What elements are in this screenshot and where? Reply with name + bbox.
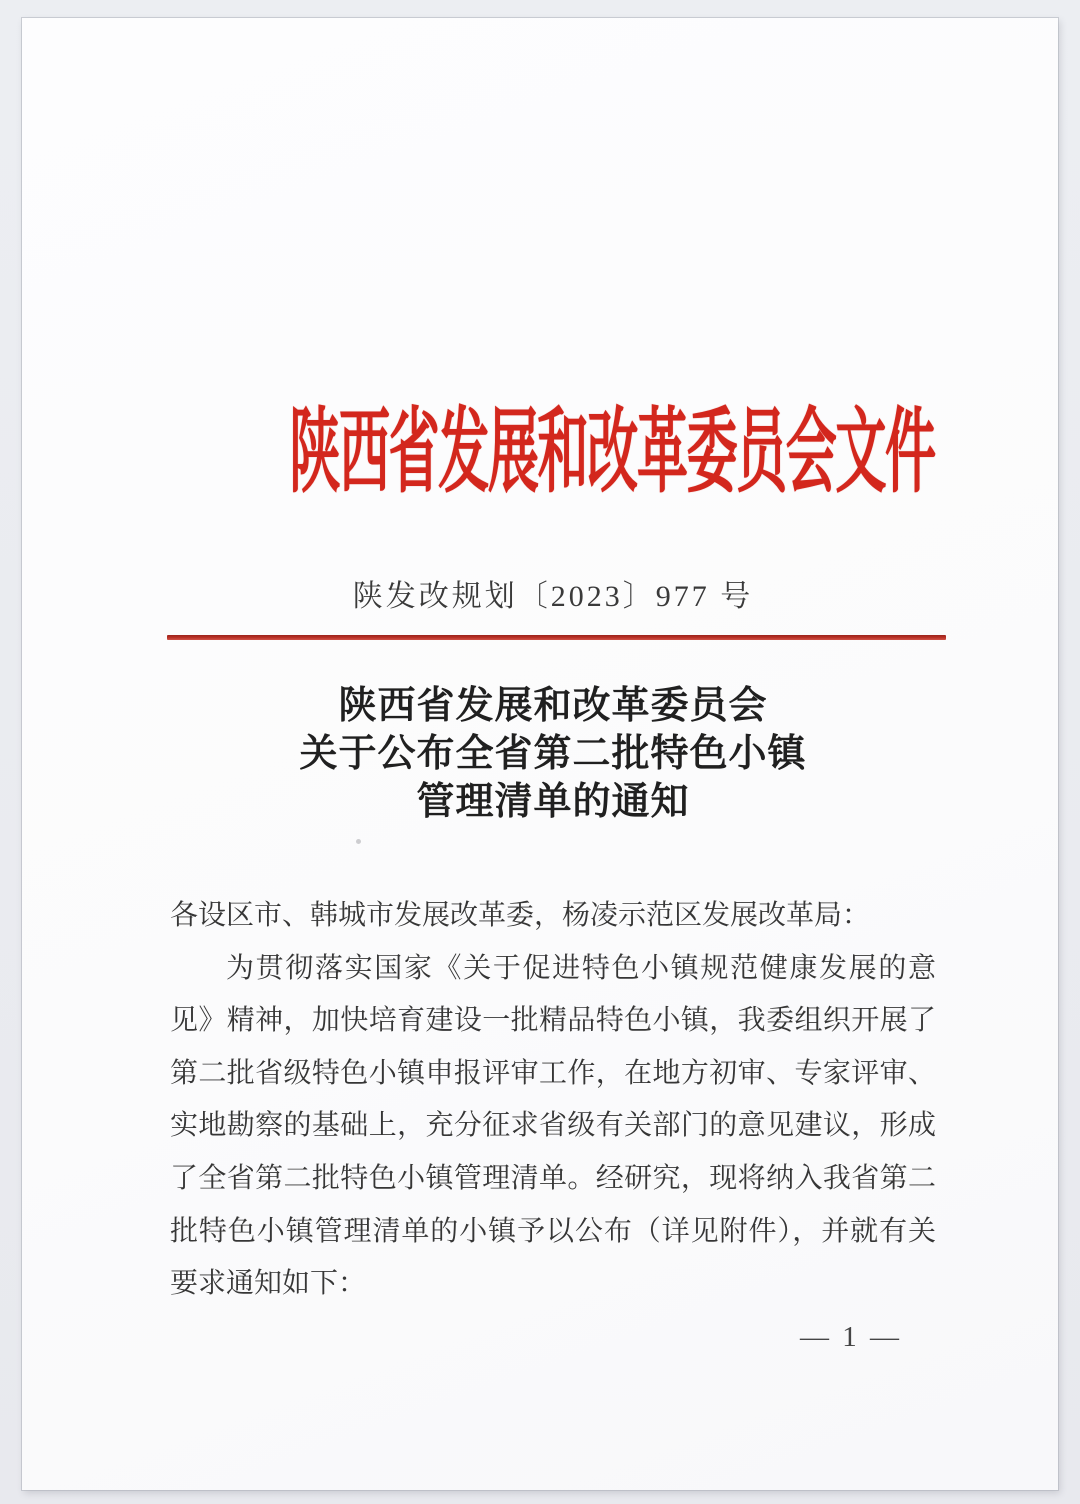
notice-title-line-1: 陕西省发展和改革委员会 [338,685,768,727]
document-number: 陕发改规划〔2023〕977 号 [352,580,754,613]
paragraph-line: 了全省第二批特色小镇管理清单。经研究，现将纳入我省第二 [170,1162,936,1194]
paragraph-line: 要求通知如下： [170,1268,367,1300]
letterhead [170,378,936,505]
document-page [22,18,1058,1490]
notice-body [170,890,936,1311]
paragraph-line: 批特色小镇管理清单的小镇予以公布（详见附件），并就有关 [170,1215,936,1247]
scan-speck [356,839,361,844]
paragraph-line: 实地勘察的基础上，充分征求省级有关部门的意见建议，形成 [170,1110,936,1142]
page-number: — 1 — [800,1321,902,1353]
red-divider-line [167,635,946,640]
notice-title-line-3: 管理清单的通知 [416,781,690,823]
notice-title-line-2: 关于公布全省第二批特色小镇 [299,733,807,775]
paragraph-line: 第二批省级特色小镇申报评审工作，在地方初审、专家评审、 [170,1057,936,1089]
paragraph-line: 见》精神，加快培育建设一批精品特色小镇，我委组织开展了 [170,1005,936,1037]
letterhead-title: 陕西省发展和改革委员会文件 [289,403,935,505]
paragraph-line: 为贯彻落实国家《关于促进特色小镇规范健康发展的意 [226,952,936,984]
salutation: 各设区市、韩城市发展改革委，杨凌示范区发展改革局： [170,900,871,931]
notice-title [170,682,936,826]
